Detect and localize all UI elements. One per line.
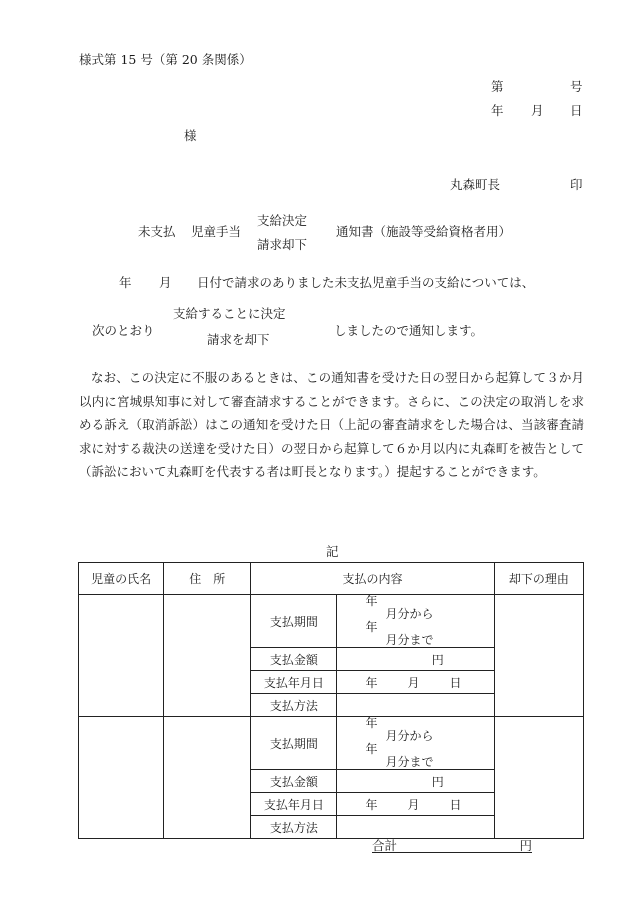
total-unit: 円 bbox=[519, 838, 532, 853]
value-period[interactable]: 年 月分から 年 月分まで bbox=[337, 595, 494, 648]
number-suffix: 号 bbox=[570, 79, 583, 94]
label-amount: 支払金額 bbox=[251, 648, 337, 671]
body-year: 年 bbox=[119, 275, 132, 290]
appeal-notice: なお、この決定に不服のあるときは、この通知書を受けた日の翌日から起算して３か月以内に宮城県知事に対して審査請求することができます。さらに、この決定の取消しを求める訴え（取消訴訟）はこの通知を受けた日（上記の審査請求をした場合は、当該審査請求に対する裁決の送達を受けた日）の翌日から起算して６か月以内に丸森町を被告として（訴訟において丸森町を代表する者は町長となります。）提起することができます。 bbox=[79, 370, 584, 479]
form-number: 様式第 15 号（第 20 条関係） bbox=[79, 52, 252, 67]
value-method[interactable] bbox=[337, 694, 494, 717]
record-heading: 記 bbox=[326, 544, 339, 559]
title-option-decision: 支給決定 bbox=[257, 213, 308, 228]
table-header-row bbox=[79, 563, 584, 595]
date-month: 月 bbox=[531, 103, 544, 118]
label-method: 支払方法 bbox=[251, 694, 337, 717]
child-name-cell[interactable] bbox=[79, 717, 164, 839]
rejection-reason-cell[interactable] bbox=[494, 717, 583, 839]
value-date[interactable]: 年 月 日 bbox=[337, 671, 494, 694]
body-option-rejection: 請求を却下 bbox=[207, 332, 270, 347]
payment-table bbox=[78, 562, 584, 839]
total-line bbox=[372, 836, 532, 853]
title-part2: 児童手当 bbox=[191, 224, 242, 239]
child-name-cell[interactable] bbox=[79, 595, 164, 717]
value-period[interactable]: 年 月分から 年 月分まで bbox=[337, 717, 494, 770]
column-child-name: 児童の氏名 bbox=[79, 563, 164, 595]
column-payment-details: 支払の内容 bbox=[251, 563, 494, 595]
column-rejection-reason: 却下の理由 bbox=[494, 563, 583, 595]
body-option-decision: 支給することに決定 bbox=[173, 306, 286, 321]
number-prefix: 第 bbox=[491, 79, 504, 94]
issuer: 丸森町長 bbox=[450, 177, 501, 192]
address-cell[interactable] bbox=[164, 595, 251, 717]
value-date[interactable]: 年 月 日 bbox=[337, 793, 494, 816]
body-line2-prefix: 次のとおり bbox=[92, 323, 155, 338]
seal-mark: 印 bbox=[570, 177, 583, 192]
body-line1: 日付で請求のありました未支払児童手当の支給については、 bbox=[197, 275, 535, 290]
label-date: 支払年月日 bbox=[251, 793, 337, 816]
addressee-suffix: 様 bbox=[184, 128, 197, 143]
label-method: 支払方法 bbox=[251, 816, 337, 839]
label-date: 支払年月日 bbox=[251, 671, 337, 694]
date-day: 日 bbox=[570, 103, 583, 118]
label-amount: 支払金額 bbox=[251, 770, 337, 793]
total-label: 合計 bbox=[372, 838, 398, 853]
value-amount[interactable]: 円 bbox=[337, 770, 494, 793]
body-line2-suffix: しましたので通知します。 bbox=[334, 323, 484, 338]
date-year: 年 bbox=[491, 103, 504, 118]
title-part3: 通知書（施設等受給資格者用） bbox=[336, 224, 512, 239]
rejection-reason-cell[interactable] bbox=[494, 595, 583, 717]
value-amount[interactable]: 円 bbox=[337, 648, 494, 671]
column-address: 住 所 bbox=[164, 563, 251, 595]
label-period: 支払期間 bbox=[251, 717, 337, 770]
address-cell[interactable] bbox=[164, 717, 251, 839]
title-part1: 未支払 bbox=[138, 224, 176, 239]
table-row bbox=[79, 717, 584, 770]
label-period: 支払期間 bbox=[251, 595, 337, 648]
title-option-rejection: 請求却下 bbox=[257, 237, 308, 252]
body-month: 月 bbox=[159, 275, 172, 290]
table-row bbox=[79, 595, 584, 648]
